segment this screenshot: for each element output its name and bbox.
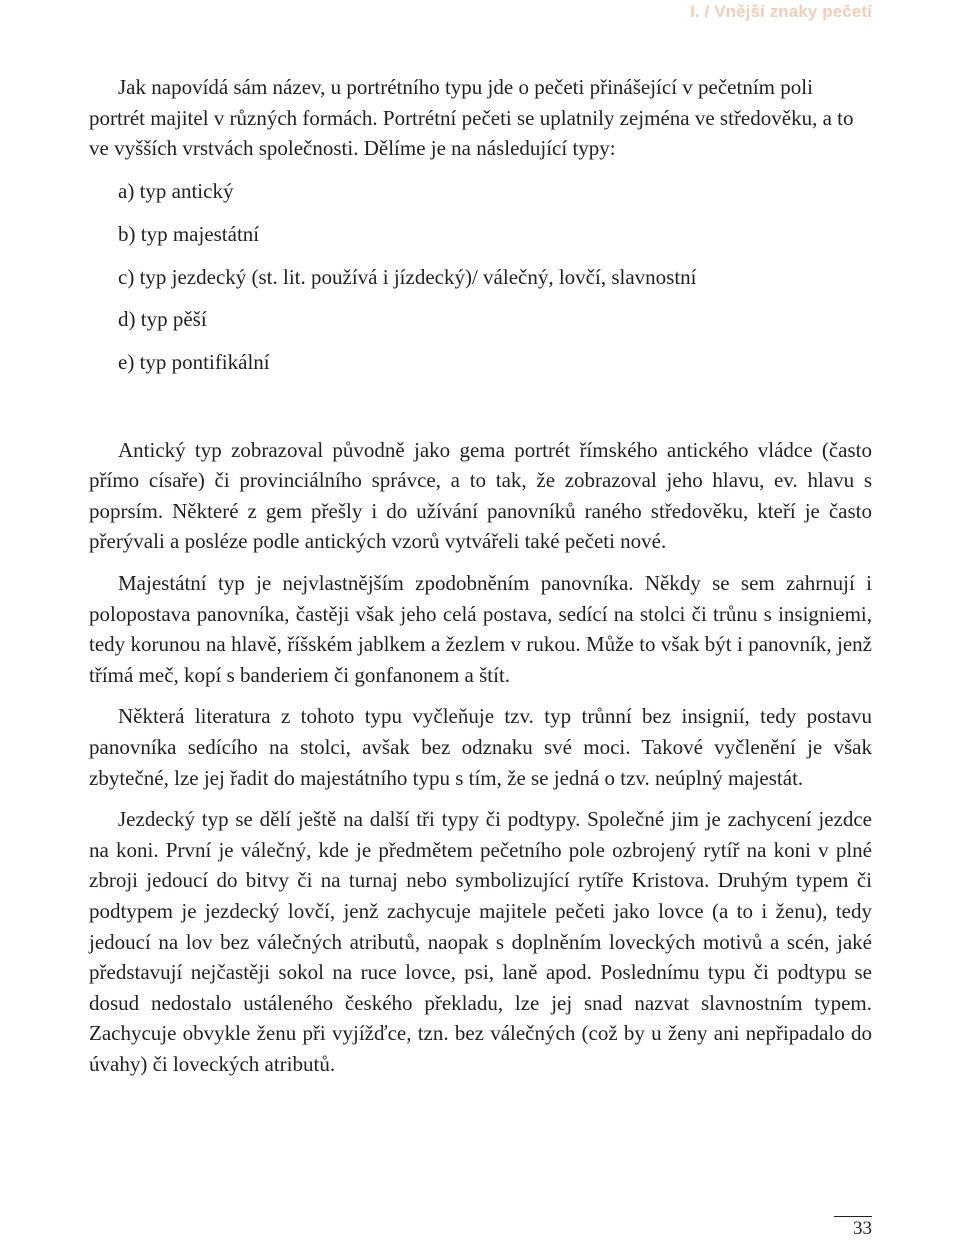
- running-header: I. / Vnější znaky pečetí: [690, 2, 872, 21]
- paragraph-throne-type: Některá literatura z tohoto typu vyčleňuje tzv. typ trůnní bez insignií, tedy postavu panovníka sedícího na stolci, avšak bez odznaku své moci. Takové vyčlenění je však zbytečné, lze jej řadit do majestátního typu s tím, že se jedná o tzv. neúplný majestát.: [89, 704, 872, 790]
- paragraph-equestrian-type: Jezdecký typ se dělí ještě na další tři typy či podtypy. Společné jim je zachycení jezdce na koni. První je válečný, kde je předmětem pečetního pole ozbrojený rytíř na koni v plné zbroji jedoucí do bitvy či na turnaj nebo symbolizující rytíře Kristova. Druhým typem či podtypem je jezdecký lovčí, jenž zachycuje majitele pečeti jako lovce (a to i ženu), tedy jedoucí na lov bez válečných atributů, naopak s doplněním loveckých motivů a scén, jaké představují nejčastěji sokol na ruce lovce, psi, laně apod. Poslednímu typu či podtypu se dosud nedostalo ustáleného českého překladu, lze jej snad nazvat slavnostním typem. Zachycuje obvykle ženu při vyjížďce, tzn. bez válečných (což by u ženy ani nepřipadalo do úvahy) či loveckých atributů.: [89, 807, 872, 1076]
- section-gap: [89, 378, 872, 435]
- seal-types-list: [89, 176, 872, 378]
- page-body: [89, 72, 872, 1080]
- page-number: 33: [853, 1218, 872, 1239]
- list-item: c) typ jezdecký (st. lit. používá i jízdecký)/ válečný, lovčí, slavnostní: [118, 264, 697, 289]
- list-item: d) typ pěší: [118, 307, 207, 332]
- list-item: b) typ majestátní: [118, 221, 260, 246]
- paragraph-antique-type: Antický typ zobrazoval původně jako gema portrét římského antického vládce (často přímo císaře) či provinciálního správce, a to tak, že zobrazoval jeho hlavu, ev. hlavu s poprsím. Některé z gem přešly i do užívání panovníků raného středověku, kteří je často přerývali a posléze podle antických vzorů vytvářeli také pečeti nové.: [89, 437, 872, 554]
- paragraph-majestic-type: Majestátní typ je nejvlastnějším zpodobněním panovníka. Někdy se sem zahrnují i polopostava panovníka, častěji však jeho celá postava, sedící na stolci či trůnu s insigniemi, tedy korunou na hlavě, říšském jablkem a žezlem v rukou. Může to však být i panovník, jenž třímá meč, kopí s banderiem či gonfanonem a štít.: [89, 571, 872, 687]
- list-item: a) typ antický: [118, 178, 234, 203]
- intro-paragraph: Jak napovídá sám název, u portrétního typu jde o pečeti přinášející v pečetním poli portrét majitel v různých formách. Portrétní pečeti se uplatnily zejména ve středověku, a to ve vyšších vrstvách společnosti. Dělíme je na následující typy:: [89, 75, 854, 161]
- footer-divider: [834, 1216, 872, 1217]
- list-item: e) typ pontifikální: [118, 350, 270, 375]
